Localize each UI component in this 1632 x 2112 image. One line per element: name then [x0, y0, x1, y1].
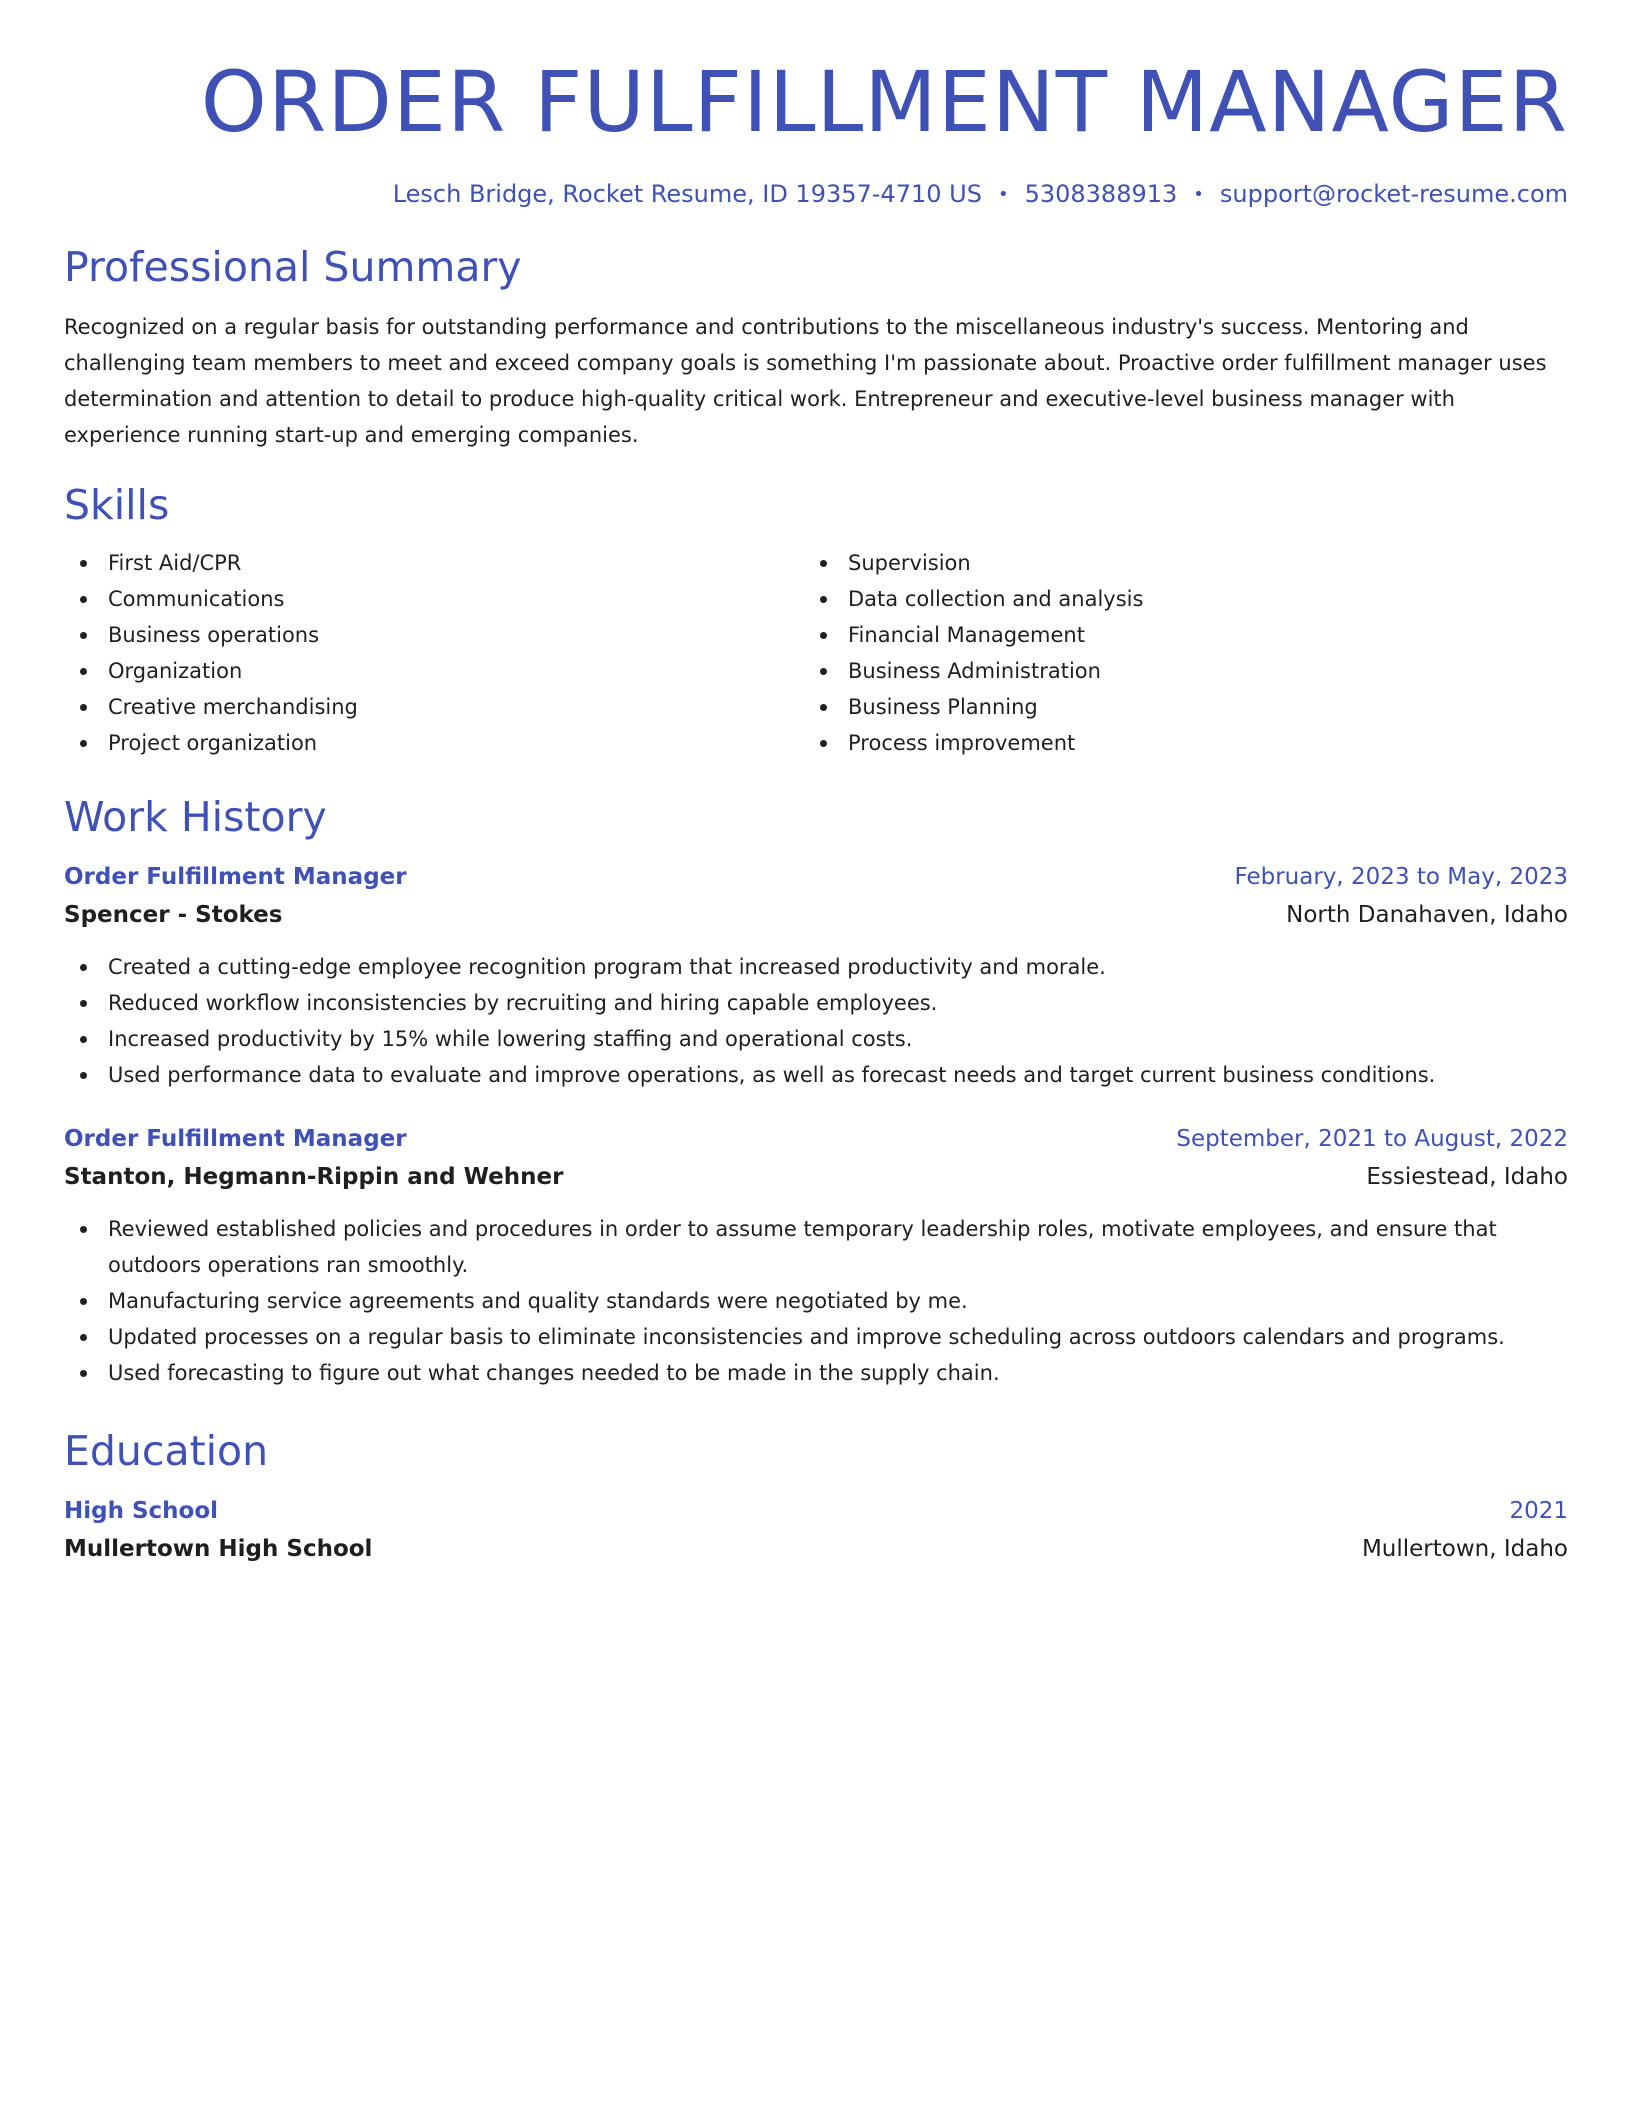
job-title: Order Fulfillment Manager [64, 1126, 407, 1152]
skill-item: Supervision [804, 545, 1544, 581]
skill-item: Financial Management [804, 617, 1544, 653]
education-section [64, 1425, 1568, 1569]
job-dates: February, 2023 to May, 2023 [1234, 864, 1568, 890]
skills-grid [64, 545, 1568, 761]
skill-item: Project organization [64, 725, 804, 761]
skill-item: Data collection and analysis [804, 581, 1544, 617]
job-header-row [64, 1121, 1568, 1157]
job-company-row [64, 895, 1568, 935]
summary-text: Recognized on a regular basis for outstanding performance and contributions to the miscellaneous industry's success. Mentoring and challenging team members to meet and exceed company goals is something I'm passionate about. Proactive order fulfillment manager uses determination and attention to detail to produce high-quality critical work. Entrepreneur and executive-level business manager with experience running start-up and emerging companies. [64, 315, 1547, 447]
skill-item: First Aid/CPR [64, 545, 804, 581]
skill-item: Business Planning [804, 689, 1544, 725]
job-entry [64, 859, 1568, 1093]
education-school: Mullertown High School [64, 1536, 373, 1562]
job-company: Spencer - Stokes [64, 902, 283, 928]
section-title-education: Education [64, 1427, 269, 1475]
job-company: Stanton, Hegmann-Rippin and Wehner [64, 1164, 564, 1190]
job-duty: Manufacturing service agreements and quality standards were negotiated by me. [64, 1283, 1568, 1319]
education-year: 2021 [1509, 1498, 1568, 1524]
job-duty: Used performance data to evaluate and improve operations, as well as forecast needs and target current business conditions. [64, 1057, 1568, 1093]
job-header-row [64, 859, 1568, 895]
skill-item: Organization [64, 653, 804, 689]
education-degree: High School [64, 1498, 219, 1524]
job-duty: Reduced workflow inconsistencies by recruiting and hiring capable employees. [64, 985, 1568, 1021]
skill-item: Business operations [64, 617, 804, 653]
resume-name: ORDER FULFILLMENT MANAGER [200, 53, 1568, 151]
job-location: Essiestead, Idaho [1366, 1164, 1568, 1190]
contact-address: Lesch Bridge, Rocket Resume, ID 19357-4710 US [392, 180, 982, 208]
contact-phone: 5308388913 [1024, 180, 1178, 208]
job-duty: Reviewed established policies and procedures in order to assume temporary leadership roles, motivate employees, and ensure that outdoors operations ran smoothly. [64, 1211, 1568, 1283]
job-duty: Updated processes on a regular basis to eliminate inconsistencies and improve scheduling across outdoors calendars and programs. [64, 1319, 1568, 1355]
education-entry [64, 1493, 1568, 1569]
job-duties [64, 949, 1568, 1093]
contact-separator: • [1193, 184, 1204, 205]
job-company-row [64, 1157, 1568, 1197]
job-duty: Increased productivity by 15% while lowering staffing and operational costs. [64, 1021, 1568, 1057]
skill-item: Process improvement [804, 725, 1544, 761]
job-duties [64, 1211, 1568, 1391]
job-title: Order Fulfillment Manager [64, 864, 407, 890]
skills-section [64, 479, 1568, 761]
skills-column-right [804, 545, 1544, 761]
job-location: North Danahaven, Idaho [1286, 902, 1568, 928]
summary-section [64, 241, 1568, 453]
job-entry [64, 1121, 1568, 1391]
skill-item: Business Administration [804, 653, 1544, 689]
job-duty: Created a cutting-edge employee recognition program that increased productivity and morale. [64, 949, 1568, 985]
education-location: Mullertown, Idaho [1361, 1536, 1568, 1562]
section-title-work-history: Work History [64, 793, 327, 841]
contact-email: support@rocket-resume.com [1219, 180, 1568, 208]
section-title-summary: Professional Summary [64, 243, 522, 291]
job-duty: Used forecasting to figure out what changes needed to be made in the supply chain. [64, 1355, 1568, 1391]
skills-column-left [64, 545, 804, 761]
skill-item: Creative merchandising [64, 689, 804, 725]
section-title-skills: Skills [64, 481, 170, 529]
work-history-section [64, 791, 1568, 1391]
job-dates: September, 2021 to August, 2022 [1176, 1126, 1568, 1152]
education-header-row [64, 1493, 1568, 1529]
education-school-row [64, 1529, 1568, 1569]
skill-item: Communications [64, 581, 804, 617]
resume-header [64, 52, 1568, 211]
contact-line [64, 178, 1568, 211]
contact-separator: • [997, 184, 1009, 205]
